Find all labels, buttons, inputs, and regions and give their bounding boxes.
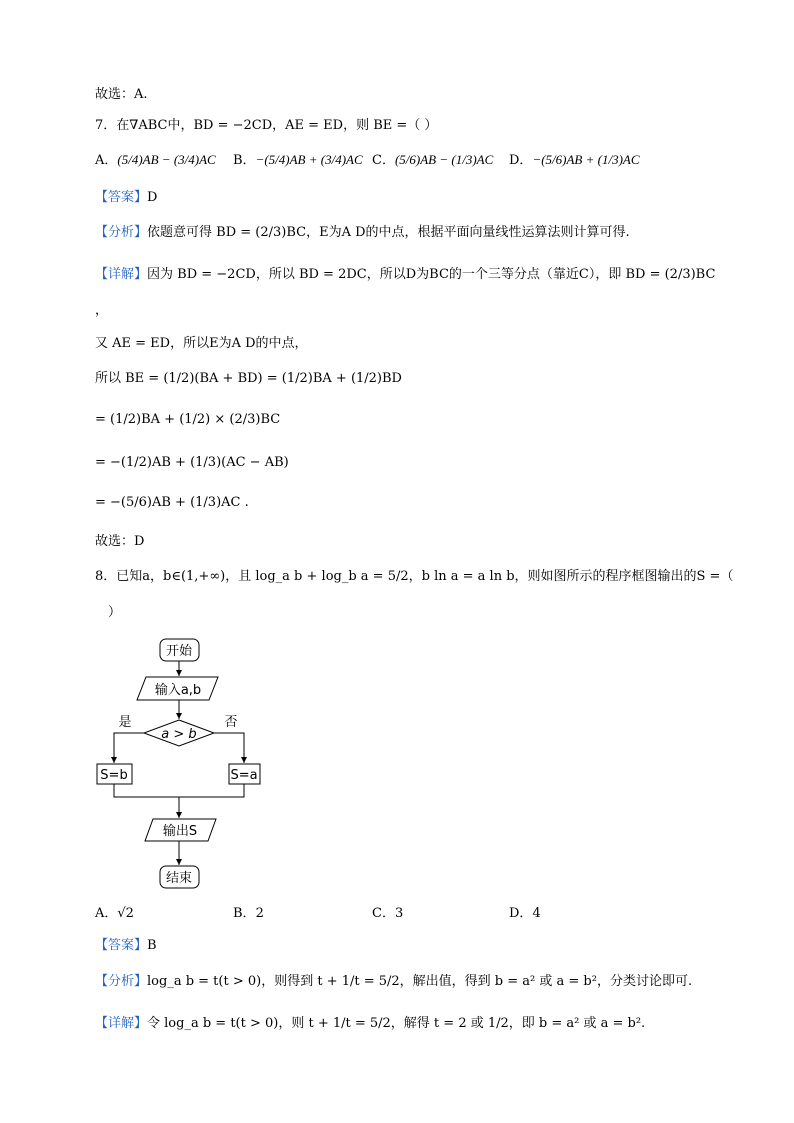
q8-analysis: 【分析】log_a b = t(t > 0)，则得到 t + 1/t = 5/2，解出值，得到 b = a² 或 a = b²，分类讨论即可. [95, 974, 693, 989]
flow-arrowhead [176, 670, 182, 676]
flow-arrowhead [111, 757, 117, 763]
flow-yes-branch [114, 733, 144, 763]
answer-value: D [147, 190, 158, 205]
q7-detail-line-7: = −(5/6)AB + (1/3)AC . [95, 495, 249, 510]
answer-tag: 【答案】 [95, 190, 148, 205]
q7-detail-line-5: = (1/2)BA + (1/2) × (2/3)BC [95, 412, 281, 427]
q8-option-c: C．3 [372, 906, 404, 921]
flow-output-label: 输出S [162, 824, 198, 839]
detail-tag: 【详解】 [95, 1016, 148, 1031]
q7-analysis: 【分析】依题意可得 BD = (2/3)BC，E为A D的中点，根据平面向量线性运算法则计算可得. [95, 225, 630, 240]
q8-detail: 【详解】令 log_a b = t(t > 0)，则 t + 1/t = 5/2，解得 t = 2 或 1/2，即 b = a² 或 a = b². [95, 1016, 646, 1031]
flow-arrowhead [176, 859, 182, 865]
analysis-tag: 【分析】 [95, 974, 148, 989]
q7-detail-line-1: 【详解】因为 BD = −2CD，所以 BD = 2DC，所以D为BC的一个三等分点（靠近C），即 BD = (2/3)BC [95, 267, 716, 282]
q7-conclusion: 故选：D [95, 534, 145, 549]
q7-detail-line-4: 所以 BE = (1/2)(BA + BD) = (1/2)BA + (1/2)BD [95, 371, 402, 386]
q7-option-b: B．−(5/4)AB + (3/4)AC [233, 152, 363, 168]
q8-stem-line-2: ） [108, 605, 122, 620]
flow-yes-label: 是 [118, 715, 132, 730]
flow-merge [114, 784, 244, 797]
flow-end-label: 结束 [165, 871, 193, 886]
q7-detail-line-2: ， [95, 303, 109, 318]
q7-option-c: C．(5/6)AB − (1/3)AC [372, 152, 494, 168]
flow-left-assign-label: S=b [100, 768, 128, 783]
analysis-tag: 【分析】 [95, 225, 148, 240]
q6-conclusion: 故选：A. [95, 87, 148, 102]
q7-detail-line-6: = −(1/2)AB + (1/3)(AC − AB) [95, 455, 289, 470]
q8-option-a: A．√2 [95, 906, 134, 921]
q8-option-b: B．2 [233, 906, 264, 921]
answer-value: B [147, 938, 157, 953]
flow-input-label: 输入a,b [154, 683, 202, 698]
flow-no-branch [214, 733, 244, 763]
flow-right-assign-label: S=a [230, 768, 258, 783]
q8-option-d: D．4 [509, 906, 541, 921]
detail-tag: 【详解】 [95, 267, 148, 282]
flow-arrowhead [176, 812, 182, 818]
flow-condition-label: a > b [161, 727, 197, 742]
flow-arrowhead [241, 757, 247, 763]
q8-answer [95, 937, 157, 955]
q7-option-d: D．−(5/6)AB + (1/3)AC [509, 152, 640, 168]
q7-detail-line-3: 又 AE = ED，所以E为A D的中点， [95, 336, 308, 351]
flow-no-label: 否 [224, 715, 238, 730]
flow-start-label: 开始 [165, 644, 193, 659]
q7-option-a: A．(5/4)AB − (3/4)AC [95, 152, 216, 168]
answer-tag: 【答案】 [95, 938, 148, 953]
q8-stem-line-1: 8．已知a，b∈(1,+∞)，且 log_a b + log_b a = 5/2，b ln a = a ln b，则如图所示的程序框图输出的S =（ [95, 569, 734, 584]
q7-stem: 7．在∇ABC中，BD = −2CD，AE = ED，则 BE =（ ） [95, 118, 438, 133]
flow-arrowhead [176, 713, 182, 719]
